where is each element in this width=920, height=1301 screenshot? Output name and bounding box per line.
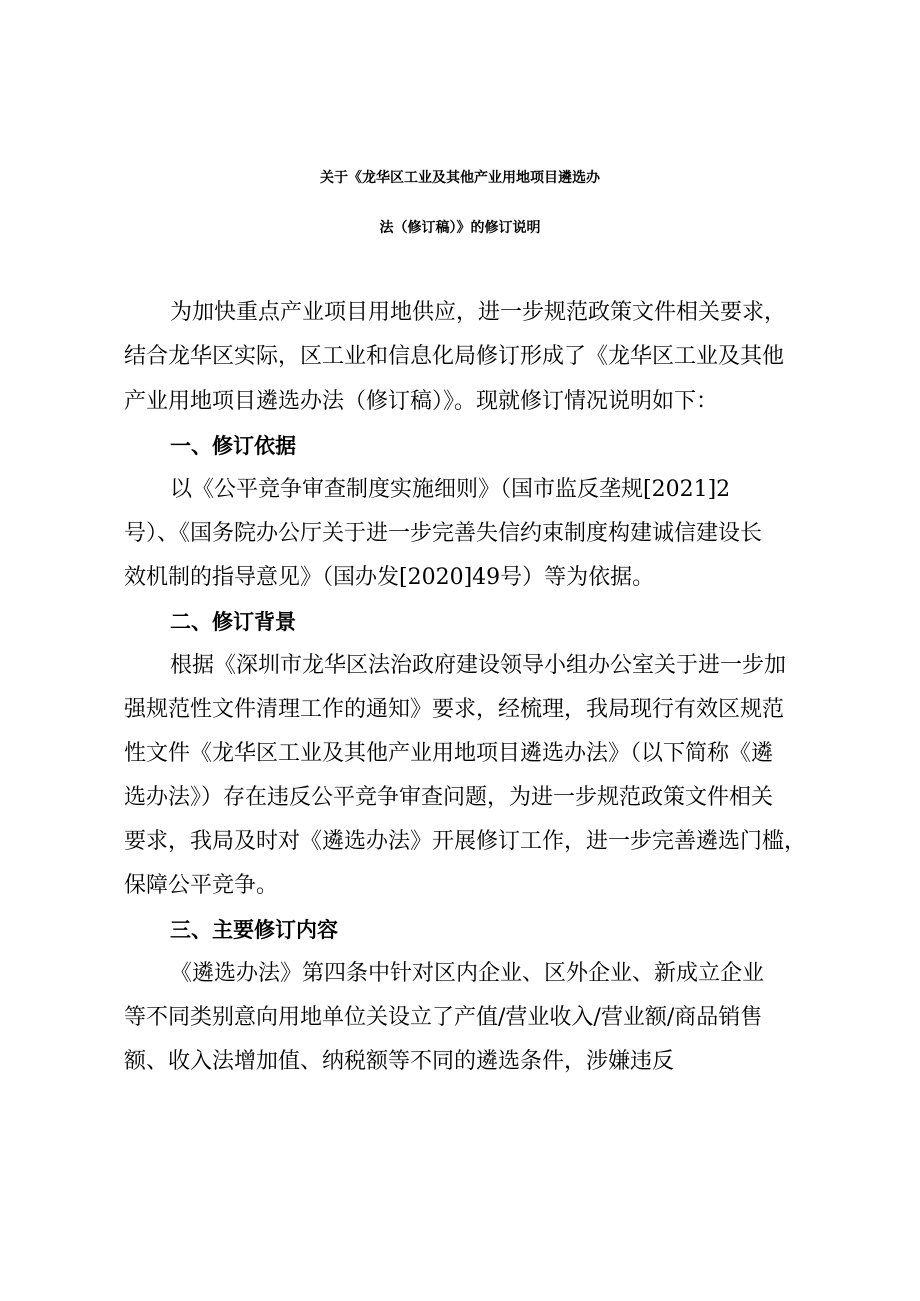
- document-title-line-1: 关于《龙华区工业及其他产业用地项目遴选办: [320, 170, 600, 186]
- section-2-line-5: 要求，我局及时对《遴选办法》开展修订工作，进一步完善遴选门槛，: [124, 829, 807, 854]
- section-1-line-2: 号）、《国务院办公厅关于进一步完善失信约束制度构建诚信建设长: [124, 521, 763, 546]
- section-3-heading: 三、主要修订内容: [170, 918, 338, 942]
- document-title-line-2: 法（修订稿）》的修订说明: [379, 220, 541, 236]
- section-2-line-6: 保障公平竞争。: [124, 873, 279, 898]
- section-2-line-4: 选办法》）存在违反公平竞争审查问题，为进一步规范政策文件相关: [124, 785, 774, 810]
- section-2-line-3: 性文件《龙华区工业及其他产业用地项目遴选办法》（以下简称《遴: [124, 741, 774, 766]
- section-3-line-2: 等不同类别意向用地单位关设立了产值/营业收入/营业额/商品销售: [124, 1005, 763, 1030]
- section-2-heading: 二、修订背景: [170, 610, 296, 634]
- section-1-line-1: 以《公平竞争审查制度实施细则》（国市监反垄规[2021]2: [170, 477, 731, 502]
- section-2-line-1: 根据《深圳市龙华区法治政府建设领导小组办公室关于进一步加: [170, 653, 787, 678]
- section-3-line-1: 《遴选办法》第四条中针对区内企业、区外企业、新成立企业: [170, 961, 765, 986]
- intro-line-3: 产业用地项目遴选办法（修订稿）》。现就修订情况说明如下：: [124, 389, 719, 414]
- section-1-heading: 一、修订依据: [170, 434, 296, 458]
- section-1-line-3: 效机制的指导意见》（国办发[2020]49号）等为依据。: [124, 565, 655, 590]
- section-3-line-3: 额、收入法增加值、纳税额等不同的遴选条件，涉嫌违反: [124, 1049, 675, 1074]
- intro-line-2: 结合龙华区实际，区工业和信息化局修订形成了《龙华区工业及其他: [124, 344, 785, 369]
- section-2-line-2: 强规范性文件清理工作的通知》要求，经梳理，我局现行有效区规范: [124, 697, 785, 722]
- intro-line-1: 为加快重点产业项目用地供应，进一步规范政策文件相关要求，: [170, 300, 787, 325]
